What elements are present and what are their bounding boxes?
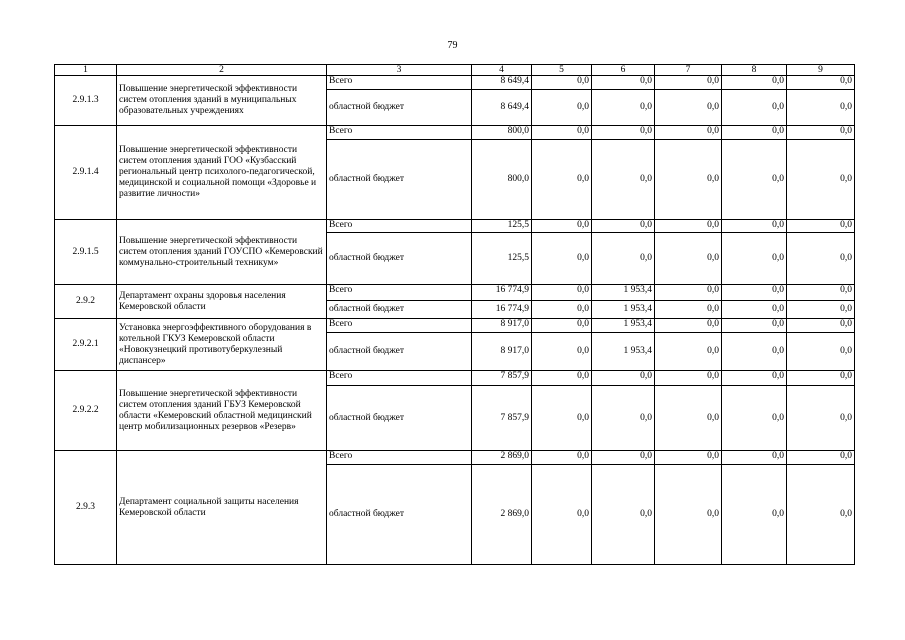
row-code: 2.9.1.4: [55, 126, 117, 220]
row-description: Повышение энергетической эффективности систем отопления зданий ГОО «Кузбасский региональный центр психолого-педагогической, медицинской и социальной помощи «Здоровье и развитие личности»: [117, 126, 327, 220]
amount-cell: 0,0: [722, 126, 787, 140]
table-row: [55, 220, 855, 233]
amount-cell: 0,0: [655, 386, 722, 451]
amount-cell: 0,0: [655, 126, 722, 140]
amount-cell: 0,0: [532, 90, 592, 126]
amount-cell: 0,0: [592, 126, 655, 140]
row-description: Установка энергоэффективного оборудования в котельной ГКУЗ Кемеровской области «Новокузнецкий противотуберкулезный диспансер»: [117, 319, 327, 371]
row-code: 2.9.3: [55, 451, 117, 565]
column-number-row: [55, 65, 855, 76]
amount-cell: 0,0: [532, 126, 592, 140]
amount-cell: 0,0: [655, 451, 722, 465]
amount-cell: 2 869,0: [472, 465, 532, 565]
amount-cell: 125,5: [472, 233, 532, 285]
amount-cell: 0,0: [532, 371, 592, 386]
column-header: 6: [592, 65, 655, 76]
row-code: 2.9.1.3: [55, 76, 117, 126]
table-row: [55, 126, 855, 140]
amount-cell: 0,0: [592, 451, 655, 465]
column-header: 3: [327, 65, 472, 76]
budget-table: [54, 64, 855, 565]
amount-cell: 0,0: [592, 465, 655, 565]
amount-cell: 0,0: [592, 233, 655, 285]
row-description: Департамент социальной защиты населения Кемеровской области: [117, 451, 327, 565]
amount-cell: 0,0: [655, 90, 722, 126]
amount-cell: 0,0: [592, 76, 655, 90]
amount-cell: 0,0: [655, 333, 722, 371]
amount-cell: 8 917,0: [472, 319, 532, 333]
funding-source-total: Всего: [327, 126, 472, 140]
amount-cell: 0,0: [532, 319, 592, 333]
amount-cell: 1 953,4: [592, 319, 655, 333]
amount-cell: 0,0: [532, 451, 592, 465]
amount-cell: 0,0: [787, 333, 855, 371]
row-code: 2.9.1.5: [55, 220, 117, 285]
amount-cell: 0,0: [722, 220, 787, 233]
amount-cell: 0,0: [722, 285, 787, 301]
amount-cell: 0,0: [532, 76, 592, 90]
amount-cell: 0,0: [787, 76, 855, 90]
amount-cell: 0,0: [592, 140, 655, 220]
amount-cell: 800,0: [472, 126, 532, 140]
amount-cell: 0,0: [532, 285, 592, 301]
amount-cell: 0,0: [722, 465, 787, 565]
amount-cell: 8 917,0: [472, 333, 532, 371]
amount-cell: 0,0: [722, 301, 787, 319]
funding-source-regional: областной бюджет: [327, 333, 472, 371]
funding-source-total: Всего: [327, 371, 472, 386]
amount-cell: 800,0: [472, 140, 532, 220]
row-description: Повышение энергетической эффективности систем отопления зданий ГОУСПО «Кемеровский коммунально-строительный техникум»: [117, 220, 327, 285]
amount-cell: 0,0: [787, 285, 855, 301]
amount-cell: 1 953,4: [592, 285, 655, 301]
funding-source-total: Всего: [327, 76, 472, 90]
amount-cell: 0,0: [787, 301, 855, 319]
amount-cell: 0,0: [722, 451, 787, 465]
amount-cell: 0,0: [722, 333, 787, 371]
amount-cell: 0,0: [722, 319, 787, 333]
funding-source-regional: областной бюджет: [327, 90, 472, 126]
funding-source-regional: областной бюджет: [327, 465, 472, 565]
amount-cell: 0,0: [722, 371, 787, 386]
amount-cell: 0,0: [787, 233, 855, 285]
amount-cell: 0,0: [655, 233, 722, 285]
page-number: 79: [447, 40, 458, 51]
funding-source-total: Всего: [327, 319, 472, 333]
funding-source-regional: областной бюджет: [327, 140, 472, 220]
funding-source-regional: областной бюджет: [327, 233, 472, 285]
amount-cell: 0,0: [655, 76, 722, 90]
table-body: [55, 65, 855, 565]
amount-cell: 7 857,9: [472, 371, 532, 386]
funding-source-total: Всего: [327, 220, 472, 233]
amount-cell: 1 953,4: [592, 301, 655, 319]
amount-cell: 0,0: [532, 140, 592, 220]
amount-cell: 0,0: [787, 90, 855, 126]
amount-cell: 0,0: [722, 140, 787, 220]
amount-cell: 0,0: [787, 220, 855, 233]
amount-cell: 125,5: [472, 220, 532, 233]
column-header: 4: [472, 65, 532, 76]
amount-cell: 0,0: [787, 386, 855, 451]
funding-source-regional: областной бюджет: [327, 301, 472, 319]
amount-cell: 0,0: [655, 140, 722, 220]
amount-cell: 0,0: [787, 319, 855, 333]
amount-cell: 0,0: [532, 465, 592, 565]
column-header: 2: [117, 65, 327, 76]
amount-cell: 0,0: [655, 465, 722, 565]
row-code: 2.9.2: [55, 285, 117, 319]
funding-source-total: Всего: [327, 285, 472, 301]
column-header: 9: [787, 65, 855, 76]
row-description: Департамент охраны здоровья населения Кемеровской области: [117, 285, 327, 319]
amount-cell: 0,0: [787, 451, 855, 465]
amount-cell: 0,0: [592, 386, 655, 451]
amount-cell: 0,0: [787, 465, 855, 565]
amount-cell: 0,0: [722, 233, 787, 285]
amount-cell: 8 649,4: [472, 76, 532, 90]
row-code: 2.9.2.2: [55, 371, 117, 451]
table-row: [55, 76, 855, 90]
funding-source-regional: областной бюджет: [327, 386, 472, 451]
table-row: [55, 285, 855, 301]
amount-cell: 0,0: [655, 371, 722, 386]
row-code: 2.9.2.1: [55, 319, 117, 371]
amount-cell: 0,0: [787, 126, 855, 140]
amount-cell: 0,0: [592, 220, 655, 233]
amount-cell: 7 857,9: [472, 386, 532, 451]
amount-cell: 0,0: [722, 76, 787, 90]
amount-cell: 0,0: [787, 371, 855, 386]
row-description: Повышение энергетической эффективности систем отопления зданий в муниципальных образовательных учреждениях: [117, 76, 327, 126]
amount-cell: 0,0: [532, 301, 592, 319]
amount-cell: 0,0: [655, 285, 722, 301]
amount-cell: 8 649,4: [472, 90, 532, 126]
row-description: Повышение энергетической эффективности систем отопления зданий ГБУЗ Кемеровской области «Кемеровский областной медицинский центр мобилизационных резервов «Резерв»: [117, 371, 327, 451]
amount-cell: 0,0: [532, 220, 592, 233]
table-row: [55, 319, 855, 333]
column-header: 1: [55, 65, 117, 76]
amount-cell: 2 869,0: [472, 451, 532, 465]
column-header: 8: [722, 65, 787, 76]
amount-cell: 0,0: [722, 90, 787, 126]
amount-cell: 0,0: [722, 386, 787, 451]
table-row: [55, 371, 855, 386]
amount-cell: 0,0: [655, 301, 722, 319]
column-header: 7: [655, 65, 722, 76]
funding-source-total: Всего: [327, 451, 472, 465]
amount-cell: 0,0: [592, 371, 655, 386]
amount-cell: 0,0: [655, 220, 722, 233]
amount-cell: 16 774,9: [472, 301, 532, 319]
amount-cell: 0,0: [787, 140, 855, 220]
amount-cell: 16 774,9: [472, 285, 532, 301]
amount-cell: 0,0: [532, 233, 592, 285]
amount-cell: 0,0: [532, 386, 592, 451]
table-row: [55, 451, 855, 465]
amount-cell: 0,0: [655, 319, 722, 333]
column-header: 5: [532, 65, 592, 76]
amount-cell: 1 953,4: [592, 333, 655, 371]
amount-cell: 0,0: [592, 90, 655, 126]
amount-cell: 0,0: [532, 333, 592, 371]
